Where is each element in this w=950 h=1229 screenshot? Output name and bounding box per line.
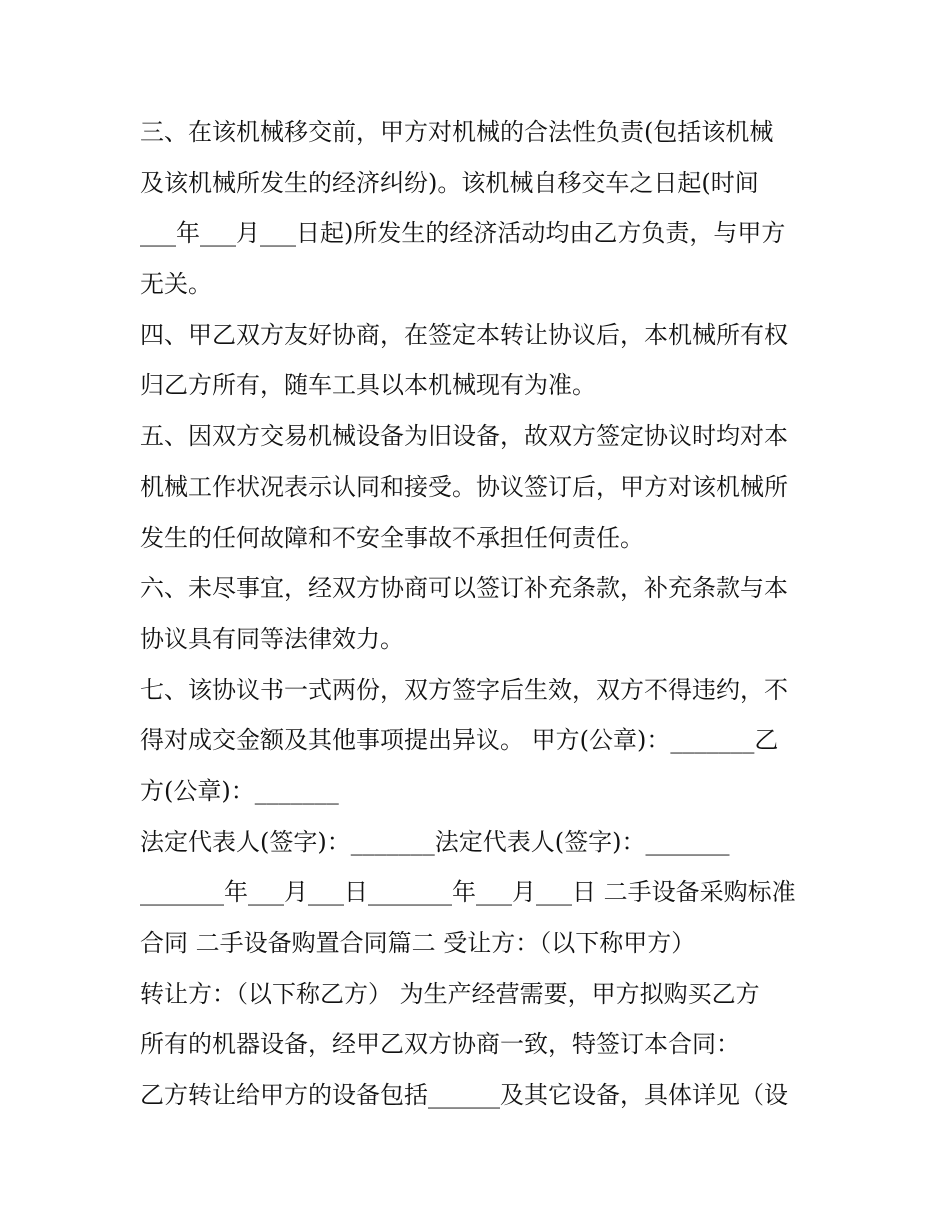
text-line: 七、该协议书一式两份，双方签字后生效，双方不得违约，不 [140, 675, 788, 704]
text-line: 合同 二手设备购置合同篇二 受让方：（以下称甲方） [140, 929, 696, 957]
text-line: 转让方：（以下称乙方） 为生产经营需要，甲方拟购买乙方 [140, 979, 760, 1008]
text-line: 乙方转让给甲方的设备包括______及其它设备，具体详见（设 [140, 1081, 788, 1110]
text-line: 三、在该机械移交前，甲方对机械的合法性负责(包括该机械 [140, 118, 774, 146]
text-line: 方(公章)：_______ [140, 776, 339, 805]
text-line: 归乙方所有，随车工具以本机械现有为准。 [140, 371, 596, 400]
text-line: 协议具有同等法律效力。 [140, 624, 404, 653]
document-body [140, 107, 820, 1121]
text-line: 法定代表人(签字)：_______法定代表人(签字)：_______ [140, 827, 730, 856]
text-line: 无关。 [140, 270, 212, 299]
text-line: 六、未尽事宜，经双方协商可以签订补充条款，补充条款与本 [140, 574, 788, 603]
text-line: 所有的机器设备，经甲乙双方协商一致，特签订本合同： [140, 1030, 740, 1059]
text-line: 发生的任何故障和不安全事故不承担任何责任。 [140, 523, 644, 552]
text-line: 及该机械所发生的经济纠纷)。该机械自移交车之日起(时间 [140, 168, 759, 197]
text-line: 四、甲乙双方友好协商，在签定本转让协议后，本机械所有权 [140, 320, 788, 349]
text-line: _______年___月___日_______年___月___日 二手设备采购标准 [140, 878, 796, 907]
text-line: 五、因双方交易机械设备为旧设备，故双方签定协议时均对本 [140, 422, 788, 451]
text-line: ___年___月___日起)所发生的经济活动均由乙方负责，与甲方 [140, 219, 786, 248]
text-line: 机械工作状况表示认同和接受。协议签订后，甲方对该机械所 [140, 472, 788, 501]
text-line: 得对成交金额及其他事项提出异议。 甲方(公章)：_______乙 [140, 726, 779, 755]
